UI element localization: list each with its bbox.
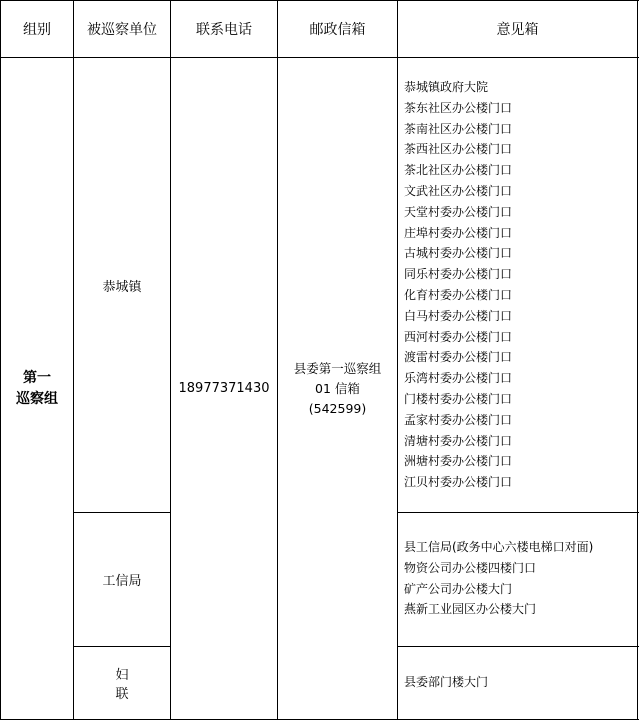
header-mailbox: 邮政信箱 [309,21,366,38]
unit-cell-gongcheng: 恭城镇 [102,279,142,295]
group-name-line1: 第一 [23,369,51,386]
list-item: 茶东社区办公楼门口 [404,100,513,115]
unit-cell-gongxin: 工信局 [102,574,142,589]
group-cell [1,58,73,719]
list-item: 同乐村委办公楼门口 [404,267,513,282]
list-item: 渡雷村委办公楼门口 [404,350,513,365]
table-border-right [637,0,638,720]
list-item: 门楼村委办公楼门口 [404,391,513,406]
list-item: 茶北社区办公楼门口 [404,163,513,178]
mailbox-line3: (542599) [308,400,367,416]
list-item: 西河村委办公楼门口 [404,329,513,344]
list-item: 古城村委办公楼门口 [404,246,513,261]
list-item: 化育村委办公楼门口 [404,287,513,302]
list-item: 庄埠村委办公楼门口 [404,225,513,240]
unit-cell-fulian: 妇联 [115,668,153,702]
list-item: 恭城镇政府大院 [404,80,489,94]
col-divider-4 [397,0,398,720]
table-border-bottom [0,719,639,720]
list-item: 江贝村委办公楼门口 [404,475,513,490]
phone-number: 18977371430 [178,381,270,396]
header-phone: 联系电话 [196,21,252,38]
list-item: 文武社区办公楼门口 [404,183,513,198]
row-divider-box-2 [397,646,639,647]
list-item: 白马村委办公楼门口 [404,308,513,323]
opinion-list-fulian [404,672,488,693]
list-item: 矿产公司办公楼大门 [404,581,513,596]
list-item: 茶西社区办公楼门口 [404,142,513,157]
list-item: 县工信局(政务中心六楼电梯口对面) [404,540,594,554]
list-item: 燕新工业园区办公楼大门 [404,602,537,617]
header-opinion-box: 意见箱 [496,21,539,38]
list-item: 洲塘村委办公楼门口 [404,454,513,469]
mailbox-line1: 县委第一巡察组 [293,360,382,376]
mailbox-line2: 01 信箱 [315,380,360,396]
row-divider-box-1 [397,512,639,513]
opinion-list-gongcheng [404,77,512,493]
header-unit: 被巡察单位 [87,21,157,38]
list-item: 茶南社区办公楼门口 [404,121,513,136]
list-item: 乐湾村委办公楼门口 [404,371,513,386]
header-group: 组别 [23,21,51,38]
list-item: 物资公司办公楼四楼门口 [404,560,537,575]
list-item: 清塘村委办公楼门口 [404,433,513,448]
list-item: 孟家村委办公楼门口 [404,412,513,427]
group-name-line2: 巡察组 [16,390,58,407]
list-item: 县委部门楼大门 [404,675,489,689]
mailbox-cell [278,58,397,719]
opinion-list-gongxin [404,537,593,620]
list-item: 天堂村委办公楼门口 [404,204,513,219]
